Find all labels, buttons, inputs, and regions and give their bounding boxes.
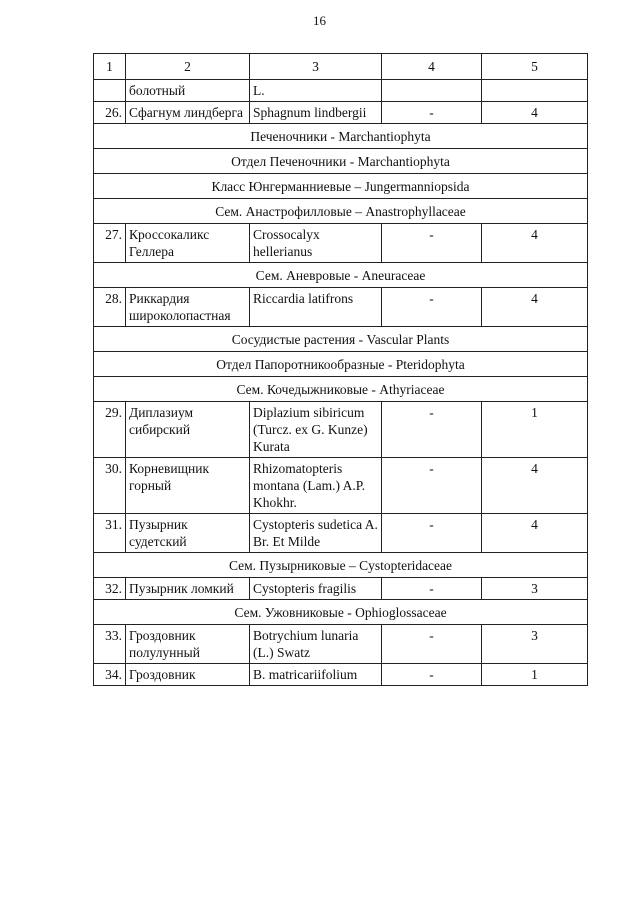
section-row xyxy=(94,199,588,224)
header-col-2: 2 xyxy=(126,54,250,80)
row-number: 27. xyxy=(94,224,126,263)
row-number: 34. xyxy=(94,664,126,686)
latin-name: Riccardia latifrons xyxy=(250,288,382,327)
table-row xyxy=(94,578,588,600)
russian-name: Пузырник ломкий xyxy=(126,578,250,600)
header-col-4: 4 xyxy=(382,54,482,80)
table-row xyxy=(94,458,588,514)
column-5-value: 4 xyxy=(482,288,588,327)
latin-name: Rhizomatopteris montana (Lam.) A.P. Khokhr. xyxy=(250,458,382,514)
section-title: Отдел Папоротникообразные - Pteridophyta xyxy=(94,352,588,377)
column-4-value: - xyxy=(382,578,482,600)
section-title: Сем. Анастрофилловые – Anastrophyllaceae xyxy=(94,199,588,224)
section-row xyxy=(94,263,588,288)
table-header-row xyxy=(94,54,588,80)
table-row xyxy=(94,80,588,102)
column-4-value: - xyxy=(382,224,482,263)
column-5-value: 3 xyxy=(482,625,588,664)
section-title: Класс Юнгерманниевые – Jungermanniopsida xyxy=(94,174,588,199)
section-row xyxy=(94,327,588,352)
column-4-value xyxy=(382,80,482,102)
column-4-value: - xyxy=(382,664,482,686)
table-row xyxy=(94,288,588,327)
section-row xyxy=(94,600,588,625)
page-number: 16 xyxy=(313,13,326,28)
section-row xyxy=(94,174,588,199)
table-row xyxy=(94,664,588,686)
section-row xyxy=(94,149,588,174)
column-4-value: - xyxy=(382,458,482,514)
column-5-value: 1 xyxy=(482,402,588,458)
column-5-value: 3 xyxy=(482,578,588,600)
column-5-value xyxy=(482,80,588,102)
column-4-value: - xyxy=(382,402,482,458)
latin-name: Sphagnum lindbergii xyxy=(250,102,382,124)
russian-name: Гроздовник полулунный xyxy=(126,625,250,664)
latin-name: Cystopteris fragilis xyxy=(250,578,382,600)
russian-name: Риккардия широколопастная xyxy=(126,288,250,327)
latin-name: Botrychium lunaria (L.) Swatz xyxy=(250,625,382,664)
table-row xyxy=(94,102,588,124)
russian-name: болотный xyxy=(126,80,250,102)
column-4-value: - xyxy=(382,288,482,327)
section-title: Сем. Аневровые - Aneuraceae xyxy=(94,263,588,288)
latin-name: Diplazium sibiricum (Turcz. ex G. Kunze) Kurata xyxy=(250,402,382,458)
row-number: 30. xyxy=(94,458,126,514)
header-col-3: 3 xyxy=(250,54,382,80)
russian-name: Корневищник горный xyxy=(126,458,250,514)
table-row xyxy=(94,224,588,263)
column-4-value: - xyxy=(382,514,482,553)
russian-name: Пузырник судетский xyxy=(126,514,250,553)
row-number: 33. xyxy=(94,625,126,664)
russian-name: Гроздовник xyxy=(126,664,250,686)
table-row xyxy=(94,402,588,458)
russian-name: Сфагнум линдберга xyxy=(126,102,250,124)
table-row xyxy=(94,514,588,553)
row-number: 31. xyxy=(94,514,126,553)
row-number: 26. xyxy=(94,102,126,124)
section-row xyxy=(94,124,588,149)
column-4-value: - xyxy=(382,102,482,124)
section-title: Печеночники - Marchantiophyta xyxy=(94,124,588,149)
russian-name: Кроссокаликс Геллера xyxy=(126,224,250,263)
section-title: Отдел Печеночники - Marchantiophyta xyxy=(94,149,588,174)
column-5-value: 4 xyxy=(482,102,588,124)
row-number xyxy=(94,80,126,102)
section-title: Сосудистые растения - Vascular Plants xyxy=(94,327,588,352)
row-number: 32. xyxy=(94,578,126,600)
latin-name: L. xyxy=(250,80,382,102)
section-title: Сем. Кочедыжниковые - Athyriaceae xyxy=(94,377,588,402)
latin-name: B. matricariifolium xyxy=(250,664,382,686)
column-5-value: 4 xyxy=(482,224,588,263)
section-row xyxy=(94,352,588,377)
section-row xyxy=(94,553,588,578)
section-row xyxy=(94,377,588,402)
russian-name: Диплазиум сибирский xyxy=(126,402,250,458)
section-title: Сем. Пузырниковые – Cystopteridaceae xyxy=(94,553,588,578)
header-col-5: 5 xyxy=(482,54,588,80)
column-5-value: 1 xyxy=(482,664,588,686)
row-number: 29. xyxy=(94,402,126,458)
latin-name: Cystopteris sudetica A. Br. Et Milde xyxy=(250,514,382,553)
latin-name: Crossocalyx hellerianus xyxy=(250,224,382,263)
header-col-1: 1 xyxy=(94,54,126,80)
row-number: 28. xyxy=(94,288,126,327)
table-row xyxy=(94,625,588,664)
column-5-value: 4 xyxy=(482,514,588,553)
column-4-value: - xyxy=(382,625,482,664)
species-table xyxy=(93,53,588,686)
column-5-value: 4 xyxy=(482,458,588,514)
section-title: Сем. Ужовниковые - Ophioglossaceae xyxy=(94,600,588,625)
